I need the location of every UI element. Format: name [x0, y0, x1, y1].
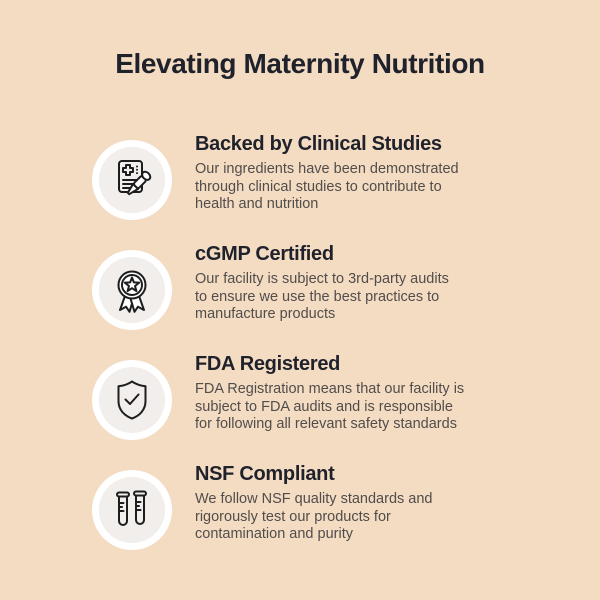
- feature-heading: cGMP Certified: [195, 243, 334, 265]
- feature-heading: FDA Registered: [195, 353, 341, 375]
- body-line: for following all relevant safety standards: [195, 416, 457, 432]
- clinical-document-dropper-icon: [92, 140, 172, 220]
- body-line: health and nutrition: [195, 196, 319, 212]
- body-line: rigorously test our products for: [195, 508, 391, 525]
- feature-text: [195, 352, 517, 434]
- feature-description: [195, 381, 517, 434]
- body-line: subject to FDA audits and is responsible: [195, 398, 453, 415]
- test-tubes-icon: [92, 470, 172, 550]
- body-line: We follow NSF quality standards and: [195, 491, 433, 507]
- medal-star-icon: [92, 250, 172, 330]
- feature-text: [195, 462, 517, 544]
- body-line: Our facility is subject to 3rd-party audits: [195, 271, 449, 287]
- feature-row-cgmp: [92, 242, 560, 352]
- body-line: to ensure we use the best practices to: [195, 288, 440, 305]
- feature-description: [195, 271, 517, 324]
- feature-description: [195, 161, 517, 214]
- page-title: Elevating Maternity Nutrition: [115, 48, 485, 79]
- feature-text: [195, 242, 517, 324]
- body-line: FDA Registration means that our facility is: [195, 381, 465, 397]
- body-line: contamination and purity: [195, 526, 353, 542]
- body-line: through clinical studies to contribute to: [195, 178, 442, 195]
- feature-row-nsf: [92, 462, 560, 572]
- feature-heading: NSF Compliant: [195, 463, 335, 485]
- feature-list: [92, 132, 560, 572]
- feature-row-fda: [92, 352, 560, 462]
- feature-text: [195, 132, 517, 214]
- body-line: manufacture products: [195, 306, 336, 322]
- feature-description: [195, 491, 517, 544]
- body-line: Our ingredients have been demonstrated: [195, 161, 459, 177]
- feature-heading: Backed by Clinical Studies: [195, 133, 442, 155]
- feature-row-clinical-studies: [92, 132, 560, 242]
- shield-check-icon: [92, 360, 172, 440]
